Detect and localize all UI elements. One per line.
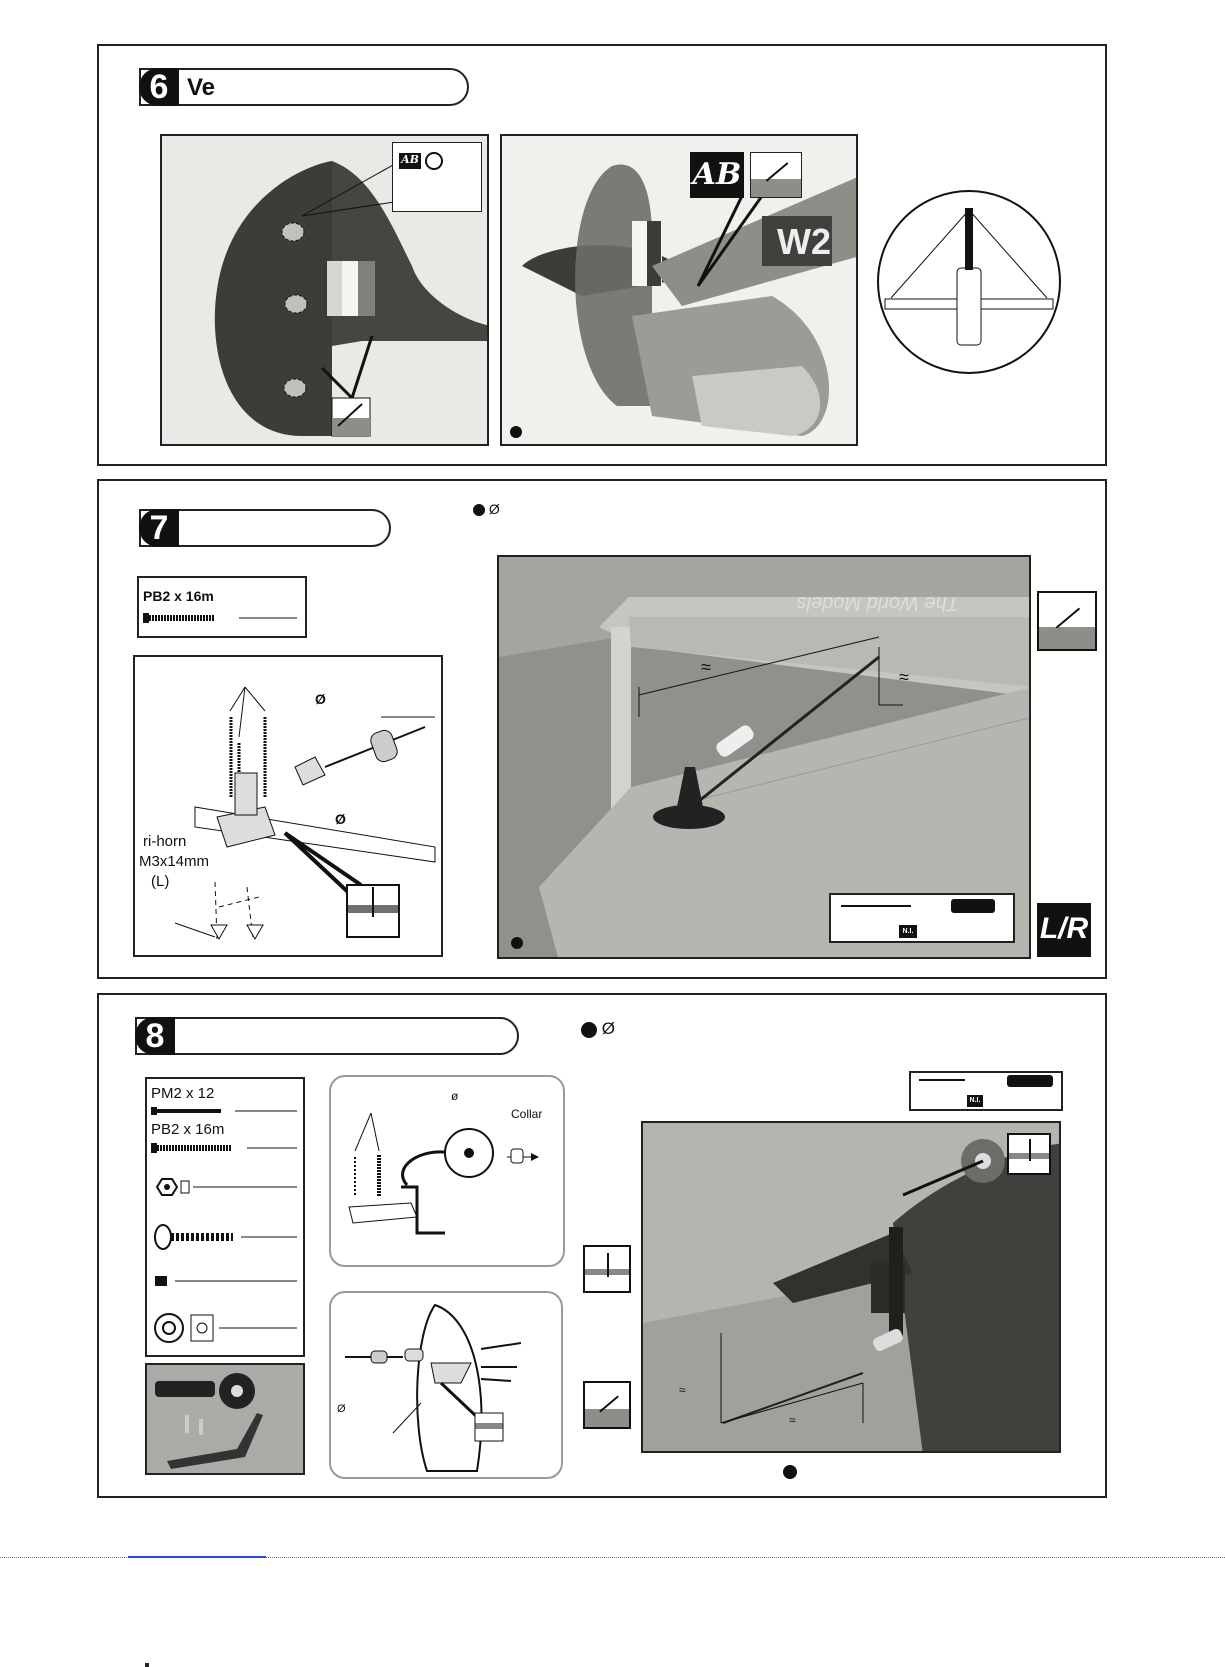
step-8-parts-box <box>145 1077 305 1357</box>
note-bullet <box>783 1465 797 1479</box>
glue-application-icon <box>750 152 802 198</box>
ab-icon: AB <box>399 153 421 169</box>
ni-badge: N.I. <box>967 1095 983 1107</box>
screw-size-label: M3x14mm <box>139 853 210 870</box>
note-bullet <box>473 504 485 516</box>
approx-label-b: ≈ <box>789 1413 796 1427</box>
tailwheel-parts-drawing <box>147 1365 305 1475</box>
tailwheel-parts-photo <box>145 1363 305 1475</box>
tailwheel-installed-photo <box>641 1121 1061 1453</box>
part-name: PB2 x 16m <box>151 1121 225 1138</box>
step-7-note <box>473 501 500 517</box>
diameter-symbol: Ø <box>601 1019 615 1038</box>
tool-badge <box>829 893 1015 943</box>
approx-label-a: ≈ <box>701 657 711 677</box>
step-number: 7 <box>139 509 179 547</box>
ab-icon-large: AB <box>690 152 744 198</box>
diameter-label-b: Ø <box>335 811 346 827</box>
tool-badge <box>909 1071 1063 1111</box>
fin-rudder-photo <box>160 134 489 446</box>
alignment-circle-diagram <box>875 188 1063 376</box>
glue-application-icon <box>1037 591 1097 651</box>
step-number: 6 <box>139 68 179 106</box>
wheel-detail-drawing <box>331 1077 565 1267</box>
step-6-panel <box>97 44 1107 466</box>
note-bullet <box>581 1022 597 1038</box>
diameter-label-a: Ø <box>315 691 326 707</box>
svg-text:The World Models: The World Models <box>796 592 959 614</box>
control-horn-photo <box>497 555 1031 959</box>
tail-assembled-drawing <box>502 136 858 446</box>
nut-icon <box>155 1177 301 1197</box>
step-7-header <box>139 509 391 547</box>
step-6-header <box>139 68 469 106</box>
step-7-panel <box>97 479 1107 979</box>
step-number: 8 <box>135 1017 175 1055</box>
part-name: PM2 x 12 <box>151 1085 215 1102</box>
tail-assembled-photo <box>500 134 858 446</box>
screw-icon <box>143 610 303 626</box>
ni-badge: N.I. <box>899 925 917 938</box>
machine-screw-icon <box>151 1105 301 1117</box>
step-8-panel <box>97 993 1107 1498</box>
wheel-collar-icon <box>153 1311 301 1345</box>
collar-label: Collar <box>511 1107 543 1121</box>
glue-application-icon <box>583 1381 631 1429</box>
self-tapping-screw-icon <box>151 1141 301 1155</box>
note-bullet <box>511 937 523 949</box>
footer-link-underline[interactable] <box>128 1556 266 1558</box>
step-title: Ve <box>187 74 216 101</box>
set-screw-icon <box>155 1273 301 1289</box>
lr-badge: L/R <box>1037 903 1091 957</box>
rudder-horn-diagram <box>329 1291 563 1479</box>
hinge-icon <box>425 152 443 170</box>
drill-hole-icon <box>583 1245 631 1293</box>
side-label: (L) <box>151 873 170 890</box>
tailwheel-photo-drawing <box>643 1123 1061 1453</box>
step-8-note <box>581 1019 615 1039</box>
tailwheel-parts-photo <box>145 1663 149 1667</box>
svg-text:W2: W2 <box>777 221 831 262</box>
wheel-detail-diagram <box>329 1075 565 1267</box>
control-horn-diagram <box>133 655 443 957</box>
control-horn-drawing <box>135 657 443 957</box>
step-7-parts-box <box>137 576 307 638</box>
diameter-symbol: Ø <box>488 501 500 517</box>
note-bullet <box>510 426 522 438</box>
rod-diameter-label: Ø <box>337 1403 346 1415</box>
approx-label-a: ≈ <box>679 1383 686 1397</box>
ab-glue-badge <box>392 142 482 212</box>
approx-label-b: ≈ <box>899 667 909 687</box>
step-8-header <box>135 1017 519 1055</box>
large-screw-icon <box>153 1223 301 1251</box>
drill-hole-icon <box>1007 1133 1051 1175</box>
wheel-diameter-label: ø <box>451 1089 459 1103</box>
tri-horn-label: ri-horn <box>143 833 187 850</box>
part-name: PB2 x 16m <box>143 588 214 604</box>
rudder-horn-drawing <box>331 1293 563 1479</box>
